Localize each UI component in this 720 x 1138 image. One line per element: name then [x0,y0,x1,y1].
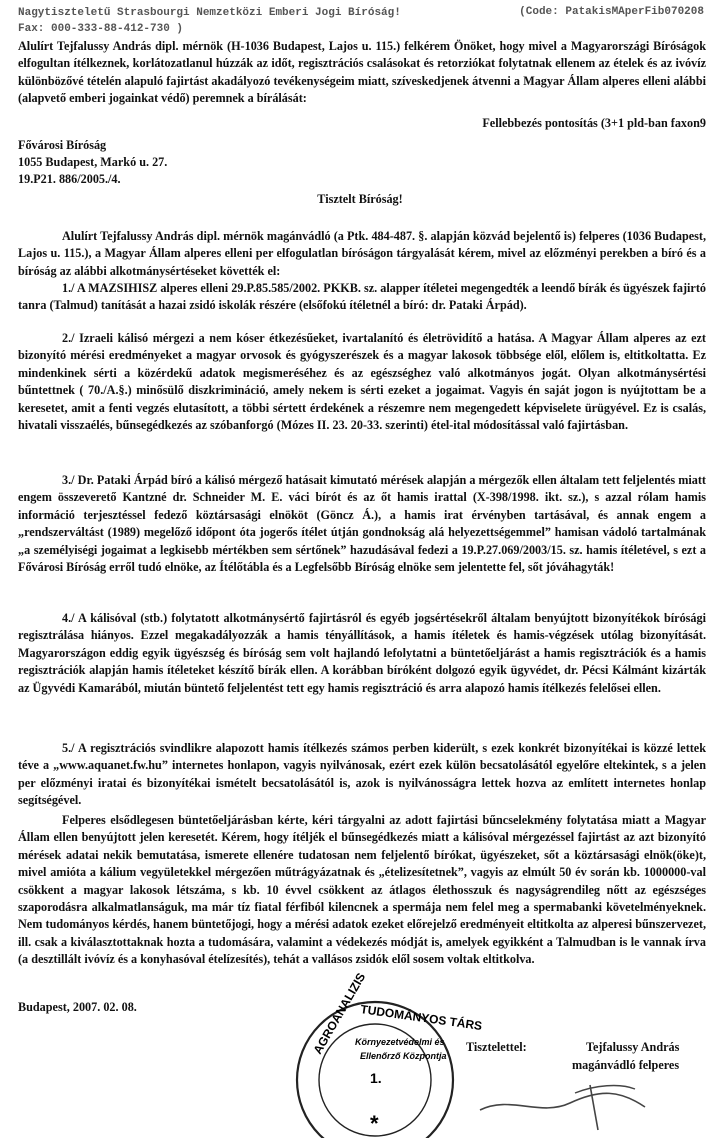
place-date: Budapest, 2007. 02. 08. [18,1000,137,1014]
document-heading: Nagytiszteletű Strasbourgi Nemzetközi Emberi Jogi Bíróság! [18,7,401,19]
official-stamp [290,970,484,1136]
case-number: 19.P21. 886/2005./4. [18,172,121,186]
appeal-note: Fellebbezés pontosítás (3+1 pld-ban faxon9 [482,116,706,130]
fax-number: Fax: 000-333-88-412-730 ) [18,23,184,35]
svg-text:Ellenőrző Központja: Ellenőrző Központja [360,1051,447,1061]
svg-text:Környezetvédelmi és: Környezetvédelmi és [355,1037,445,1047]
body-paragraph-3: 3./ Dr. Pataki Árpád bíró a kálisó mérgező hatásait kimutató mérések alapján a mérgezők ellen általam tett feljelentés miatt engem összeverető Kantzné dr. Schneider M. E. váci bírót és az őt hamis irattal (X-398/1998. ikt. sz.), s azzal rólam hamis információ terjesztéssel fedező köztársasági elnököt (Göncz Á.), a hamis irat érvényben tartásával, és annak engem a „rendszerváltást (1989) megelőző időpont óta jogerős ítélet útján gondnokság alá helyezettségemmel” hamisan vádoló tartalmának „a személyiségi jogaimat a legkisebb mértékben sem sértőnek” hazudásával fedezi a 19.P.27.069/2003/15. sz. hamis ítéletével, s ezt a Fővárosi Bíróság erről tudó elnöke, az Ítélőtábla és a Legfelsőbb Bíróság elnöke sem jelentette fel, sőt jóváhagyták! [18,473,706,575]
svg-text:*: * [370,1111,379,1136]
salutation: Tisztelt Bíróság! [317,192,403,206]
intro-paragraph: Alulírt Tejfalussy András dipl. mérnök (H-1036 Budapest, Lajos u. 115.) felkérem Önöket, hogy mivel a Magyarországi Bíróságok elfogultan ítélkeznek, korlátozatlanul húzzák az időt, regisztrációs csalásokat és retorziókat folytatnak ellenem az ételek és az ivóvíz különbözővé tételén alapuló fajirtást akadályozó tevékenységeim miatt, szíveskedjenek átvenni a Magyar Állam alperes elleni alábbi (alapvető emberi jogainkat védő) peremnek a bírálását: [18,39,706,106]
stamp-number: 1. [370,1070,382,1086]
body-paragraph-6: Felperes elsődlegesen büntetőeljárásban kérte, kéri tárgyalni az adott fajirtási bűncselekmény folytatása miatt a Magyar Állam ellen benyújtott jelen keresetét. Kérem, hogy ítéljék el bűnsegédkezés miatt a kálisóval mérgezéssel fajirtást az azt bizonyító mérések adatai nekik bemutatása, ismerete ellenére tudatosan nem feljelentő bírókat, ügyészeket, sőt a köztársasági elnök(öke)t, mivel amióta a kálium vegyületekkel mérgezően műtrágyázatnak és „ételizesítetnek”, vagyis az elmúlt 50 év során kb. 1000000-val csökkent a magyar lakosok létszáma, s kb. 10 évvel csökkent az átlagos élethosszuk és nagyságrendileg nőtt az egészséges szaporodásra alkalmatlanságuk, ma már tíz fiatal férfiból kilencnek a spermája nem felel meg a spermabanki követelményeknek. Nem tudományos kérdés, hanem büntetőjogi, hogy a mérési adatok ezeket előrejelző eredményeit eltitkolta az alperesi bűnszervezet, ill. csak a kiválasztottaknak hozta a tudomására, valamint a védekezés módját is, amelyek egyikként a Talmudban is le vannak írva (a desztillált ivóvíz és a konyhasóval ételízesítés), tehát a vallásos zsidók elől sosem voltak eltitkolva. [18,813,706,967]
body-paragraph-2: 2./ Izraeli kálisó mérgezi a nem kóser étkezésűeket, ivartalanító és életrövidítő a hatása. A Magyar Állam alperes az ezt bizonyító mérési eredményeket a magyar orvosok és gyógyszerészek és a magyar lakosok többsége elől, előlem is, eltitkoltatta. Ez mindenkinek sérti a közérdekű adatok megismeréséhez és az egészséghez való alkotmányos jogát. Olyan alkotmánysértési bűntettnek ( 70./A.§.) minősülő diszkrimináció, amely nekem is sérti ezeket a jogaimat. Vagyis én saját jogon is nyújtottam be a keresetet, amit a fenti vegzés elutasított, a többi sértett érdekének a részemre nem megengedett képviselete ürügyével. Ez is csalás, hivatali visszaélés, bűnsegédkezés az szóbanforgó (Mózes II. 23. 20-33. szerinti) étel-ital módosítással való fajirtásban. [18,331,706,433]
signer-name: Tejfalussy András [586,1040,680,1054]
body-paragraph-4: 4./ A kálisóval (stb.) folytatott alkotmánysértő fajirtásról és egyéb jogsértésekről általam benyújtott bizonyítékok bírósági regisztrálása hiányos. Ezzel megakadályozzák a hamis tényállítások, a hamis ítéletek és hamis-végzések utólag bizonyítását. Magyarországon eddig egyik ügyészség és bíróság sem volt hajlandó lefolytatni a büntetőeljárást a hamis regisztrációk és a hamis regisztrációk alapján hamis ítéleteket készítő bírák ellen. A korábban bíróként dolgozó egyik ügyvédet, dr. Pécsi Kálmánt kizárták az Ügyvédi Kamarából, miután büntető feljelentést tett egy hamis regisztráció és arra alapozó hamis ítélkezés felelősei ellen. [18,611,706,695]
svg-text:AGROANALIZIS: AGROANALIZIS [310,970,369,1057]
svg-text:TUDOMÁNYOS TÁRS: TUDOMÁNYOS TÁRS [359,1002,484,1034]
handwritten-signature [470,1055,710,1135]
document-code: (Code: PatakisMAperFib070208 [519,6,704,18]
signer-role: magánvádló felperes [572,1058,680,1072]
body-paragraph-1: 1./ A MAZSIHISZ alperes elleni 29.P.85.585/2002. PKKB. sz. alapper ítéletei megengedték a leendő bírák és ügyészek fajirtó tanra (Talmud) tanítását a hazai zsidó iskolák részére (elsőfokú ítéletnél a bíró: dr. Pataki Árpád). [18,281,706,313]
closing: Tisztelettel: [466,1040,527,1054]
court-address: 1055 Budapest, Markó u. 27. [18,155,168,169]
body-paragraph-0: Alulírt Tejfalussy András dipl. mérnök magánvádló (a Ptk. 484-487. §. alapján közvád bejelentő is) felperes (1036 Budapest, Lajos u. 115.), a Magyar Állam alperes elleni per elfogulatlan bíróságon tárgyalását kérem, mivel az előzményi perekben a bíró és a bíróság az alábbi alkotmánysértéseket követték el: [18,229,706,278]
court-name: Fővárosi Bíróság [18,138,107,152]
body-paragraph-5: 5./ A regisztrációs svindlikre alapozott hamis ítélkezés számos perben kiderült, s ezek konkrét bizonyítékai is közzé lettek téve a „www.aquanet.fw.hu” internetes honlapon, vagyis nyilvánosak, ezért ezek külön becsatolásától egyelőre eltekintek, s a jelen per előzményi iratai és bizonyítékai ismételt becsatolásától is, azok is nyilvánosságra lettek hozva az említett internetes honlap segítségével. [18,741,706,808]
